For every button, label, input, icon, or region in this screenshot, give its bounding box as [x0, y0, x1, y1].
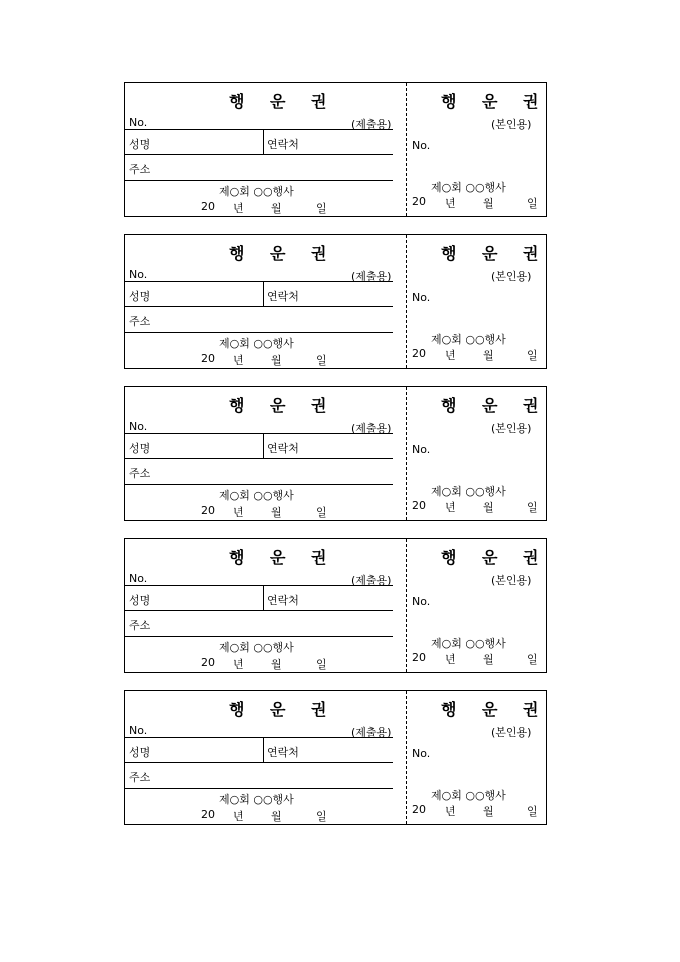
stub-event-text: 제○회 ○○행사	[431, 485, 506, 498]
ticket-no-label: No.	[129, 724, 148, 737]
divider	[125, 306, 393, 307]
date-day-unit: 일	[316, 506, 327, 519]
event-text: 제○회 ○○행사	[219, 489, 294, 502]
stub-date-year: 20	[412, 195, 426, 208]
divider	[263, 737, 264, 762]
date-month-unit: 월	[271, 810, 282, 823]
stub-date-year-unit: 년	[445, 653, 456, 666]
personal-copy-label: (본인용)	[491, 726, 532, 739]
personal-copy-label: (본인용)	[491, 270, 532, 283]
date-year-unit: 년	[233, 506, 244, 519]
date-day-unit: 일	[316, 810, 327, 823]
ticket-title: 행 운 권	[229, 396, 337, 415]
contact-label: 연락처	[267, 138, 299, 151]
divider	[125, 458, 393, 459]
ticket-stub	[407, 539, 549, 672]
stub-date-year-unit: 년	[445, 349, 456, 362]
stub-date-year: 20	[412, 499, 426, 512]
divider	[125, 762, 393, 763]
stub-title: 행 운 권	[441, 548, 549, 567]
submission-copy-label: (제출용)	[351, 574, 392, 587]
date-year: 20	[201, 504, 215, 517]
date-month-unit: 월	[271, 506, 282, 519]
stub-date-year: 20	[412, 347, 426, 360]
name-label: 성명	[129, 138, 151, 151]
stub-event-text: 제○회 ○○행사	[431, 181, 506, 194]
divider	[263, 129, 264, 154]
ticket-main-part	[125, 691, 407, 824]
stub-title: 행 운 권	[441, 396, 549, 415]
stub-date-year-unit: 년	[445, 197, 456, 210]
stub-no-label: No.	[412, 443, 431, 456]
submission-copy-label: (제출용)	[351, 422, 392, 435]
ticket-title: 행 운 권	[229, 92, 337, 111]
name-label: 성명	[129, 290, 151, 303]
stub-date-year: 20	[412, 651, 426, 664]
stub-title: 행 운 권	[441, 92, 549, 111]
lucky-ticket	[124, 690, 547, 825]
contact-label: 연락처	[267, 442, 299, 455]
stub-date-month-unit: 월	[483, 805, 494, 818]
date-year: 20	[201, 656, 215, 669]
divider	[125, 154, 393, 155]
submission-copy-label: (제출용)	[351, 726, 392, 739]
date-month-unit: 월	[271, 658, 282, 671]
address-label: 주소	[129, 467, 151, 480]
divider	[125, 281, 393, 282]
submission-copy-label: (제출용)	[351, 270, 392, 283]
stub-no-label: No.	[412, 595, 431, 608]
date-year-unit: 년	[233, 354, 244, 367]
address-label: 주소	[129, 315, 151, 328]
date-year-unit: 년	[233, 810, 244, 823]
ticket-stub	[407, 235, 549, 368]
personal-copy-label: (본인용)	[491, 574, 532, 587]
stub-date-day-unit: 일	[527, 349, 538, 362]
ticket-no-label: No.	[129, 420, 148, 433]
stub-event-text: 제○회 ○○행사	[431, 789, 506, 802]
event-text: 제○회 ○○행사	[219, 185, 294, 198]
divider	[125, 636, 393, 637]
stub-date-year: 20	[412, 803, 426, 816]
ticket-main-part	[125, 235, 407, 368]
submission-copy-label: (제출용)	[351, 118, 392, 131]
date-day-unit: 일	[316, 658, 327, 671]
divider	[125, 610, 393, 611]
divider	[125, 484, 393, 485]
stub-title: 행 운 권	[441, 244, 549, 263]
contact-label: 연락처	[267, 594, 299, 607]
ticket-stub	[407, 691, 549, 824]
stub-no-label: No.	[412, 139, 431, 152]
date-month-unit: 월	[271, 354, 282, 367]
stub-date-day-unit: 일	[527, 501, 538, 514]
divider	[125, 788, 393, 789]
ticket-no-label: No.	[129, 572, 148, 585]
divider	[263, 585, 264, 610]
ticket-title: 행 운 권	[229, 548, 337, 567]
date-day-unit: 일	[316, 202, 327, 215]
ticket-main-part	[125, 83, 407, 216]
divider	[125, 332, 393, 333]
stub-date-month-unit: 월	[483, 349, 494, 362]
divider	[263, 281, 264, 306]
ticket-stub	[407, 387, 549, 520]
personal-copy-label: (본인용)	[491, 118, 532, 131]
contact-label: 연락처	[267, 290, 299, 303]
stub-date-month-unit: 월	[483, 653, 494, 666]
date-year: 20	[201, 200, 215, 213]
ticket-main-part	[125, 387, 407, 520]
stub-title: 행 운 권	[441, 700, 549, 719]
divider	[125, 180, 393, 181]
stub-date-year-unit: 년	[445, 501, 456, 514]
personal-copy-label: (본인용)	[491, 422, 532, 435]
name-label: 성명	[129, 746, 151, 759]
stub-no-label: No.	[412, 291, 431, 304]
stub-event-text: 제○회 ○○행사	[431, 637, 506, 650]
ticket-stub	[407, 83, 549, 216]
event-text: 제○회 ○○행사	[219, 793, 294, 806]
stub-event-text: 제○회 ○○행사	[431, 333, 506, 346]
stub-date-day-unit: 일	[527, 197, 538, 210]
ticket-main-part	[125, 539, 407, 672]
lucky-ticket	[124, 234, 547, 369]
stub-no-label: No.	[412, 747, 431, 760]
date-month-unit: 월	[271, 202, 282, 215]
divider	[125, 433, 393, 434]
divider	[125, 585, 393, 586]
event-text: 제○회 ○○행사	[219, 337, 294, 350]
divider	[125, 129, 393, 130]
lucky-ticket	[124, 386, 547, 521]
lucky-ticket	[124, 538, 547, 673]
date-day-unit: 일	[316, 354, 327, 367]
stub-date-day-unit: 일	[527, 805, 538, 818]
date-year: 20	[201, 352, 215, 365]
ticket-title: 행 운 권	[229, 700, 337, 719]
stub-date-year-unit: 년	[445, 805, 456, 818]
event-text: 제○회 ○○행사	[219, 641, 294, 654]
divider	[125, 737, 393, 738]
date-year: 20	[201, 808, 215, 821]
ticket-title: 행 운 권	[229, 244, 337, 263]
address-label: 주소	[129, 163, 151, 176]
address-label: 주소	[129, 771, 151, 784]
ticket-no-label: No.	[129, 116, 148, 129]
stub-date-month-unit: 월	[483, 501, 494, 514]
lucky-ticket	[124, 82, 547, 217]
stub-date-day-unit: 일	[527, 653, 538, 666]
address-label: 주소	[129, 619, 151, 632]
ticket-no-label: No.	[129, 268, 148, 281]
divider	[263, 433, 264, 458]
contact-label: 연락처	[267, 746, 299, 759]
name-label: 성명	[129, 442, 151, 455]
name-label: 성명	[129, 594, 151, 607]
date-year-unit: 년	[233, 658, 244, 671]
date-year-unit: 년	[233, 202, 244, 215]
stub-date-month-unit: 월	[483, 197, 494, 210]
